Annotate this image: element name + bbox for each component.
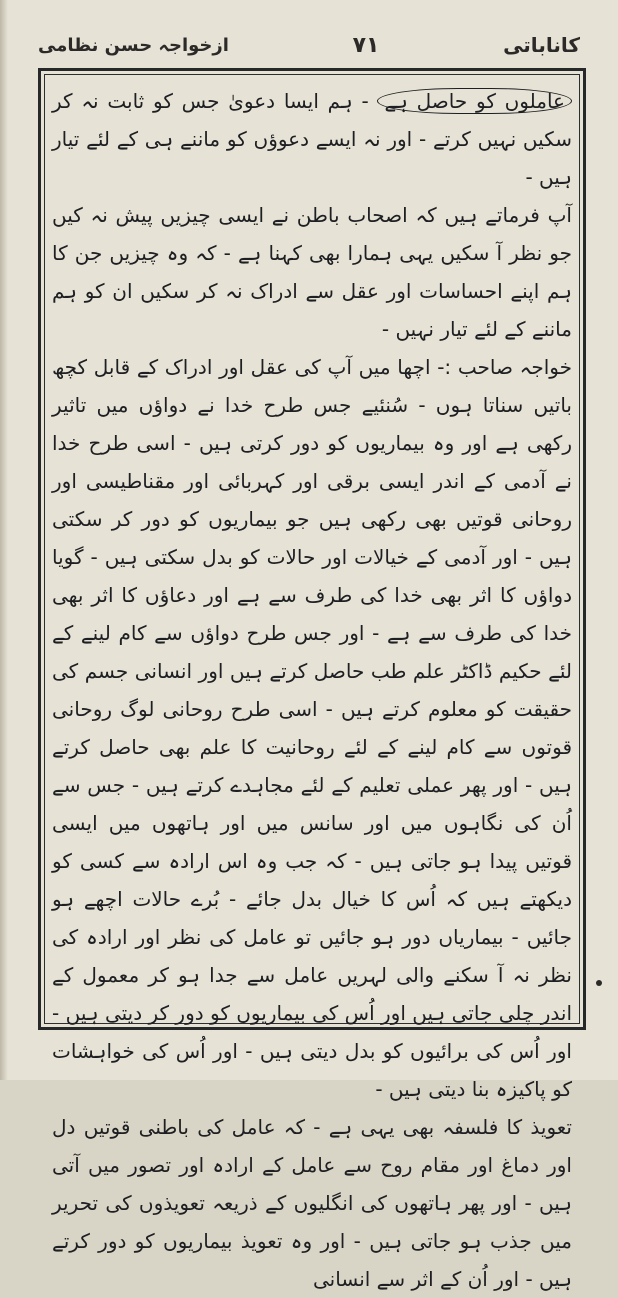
paragraph-3: خواجہ صاحب :- اچھا میں آپ کی عقل اور ادراک کے قابل کچھ باتیں سناتا ہوں - سُنئیے جس طرح خدا نے دواؤں میں تاثیر رکھی ہے اور وہ بیماریوں کو دور کرتی ہیں - اسی طرح خدا نے آدمی کے اندر ایسی برقی اور کہربائی اور مقناطیسی اور روحانی قوتیں بھی رکھی ہیں جو بیماریوں کو دور کر سکتی ہیں - اور آدمی کے خیالات اور حالات کو بدل سکتی ہیں - گویا دواؤں کا اثر بھی خدا کی طرف سے ہے اور دعاؤں کا اثر بھی خدا کی طرف سے ہے - اور جس طرح دواؤں سے کام لینے کے لئے حکیم ڈاکٹر علم طب حاصل کرتے ہیں اور انسانی جسم کی حقیقت کو معلوم کرتے ہیں - اسی طرح روحانی لوگ روحانی قوتوں سے کام لینے کے لئے روحانیت کا علم بھی حاصل کرتے ہیں - اور پھر عملی تعلیم کے لئے مجاہدے کرتے ہیں - جس سے اُن کی نگاہوں میں اور سانس میں اور ہاتھوں میں ایسی قوتیں پیدا ہو جاتی ہیں - کہ جب وہ اس ارادہ سے کسی کو دیکھتے ہیں کہ اُس کا خیال بدل جائے - بُرے حالات اچھے ہو جائیں - بیماریاں دور ہو جائیں تو عامل کی نظر اور ارادہ کی نظر نہ آ سکنے والی لہریں عامل سے جدا ہو کر معمول کے اندر چلی جاتی ہیں اور اُس کی بیماریوں کو دور کر دیتی ہیں - اور اُس کی برائیوں کو بدل دیتی ہیں - اور اُس کی خواہشات کو پاکیزہ بنا دیتی ہیں -	[52, 355, 572, 1101]
paragraph-1	[52, 82, 572, 196]
paragraph-2: آپ فرماتے ہیں کہ اصحاب باطن نے ایسی چیزیں پیش نہ کیں جو نظر آ سکیں یہی ہمارا بھی کہنا ہے - کہ وہ چیزیں جن کا ہم اپنے احساسات اور عقل سے ادراک نہ کر سکیں ان کو ہم ماننے کے لئے تیار نہیں -	[52, 203, 572, 341]
margin-dot	[596, 980, 602, 986]
paragraph-1-text: - ہم ایسا دعویٰ جس کو ثابت نہ کر سکیں نہیں کرتے - اور نہ ایسے دعوؤں کو ماننے ہی کے لئے تیار ہیں -	[52, 89, 572, 189]
page-body-text	[52, 82, 572, 1291]
paragraph-4: تعویذ کا فلسفہ بھی یہی ہے - کہ عامل کی باطنی قوتیں دل اور دماغ اور مقام روح سے عامل کے ارادہ اور تصور میں آتی ہیں - اور پھر ہاتھوں کی انگلیوں کے ذریعہ تعویذوں کی تحریر میں جذب ہو جاتی ہیں - اور وہ تعویذ بیماریوں کو دور کرتے ہیں - اور اُن کے اثر سے انسانی	[52, 1115, 572, 1291]
header-page-number: ٧١	[352, 32, 380, 58]
header-book-title: کاناباتی	[503, 33, 580, 57]
page-edge-shadow	[0, 0, 8, 1080]
page-header	[38, 22, 580, 68]
header-author: ازخواجہ حسن نظامی	[38, 34, 229, 56]
circled-phrase: عاملوں کو حاصل ہے	[377, 88, 572, 114]
